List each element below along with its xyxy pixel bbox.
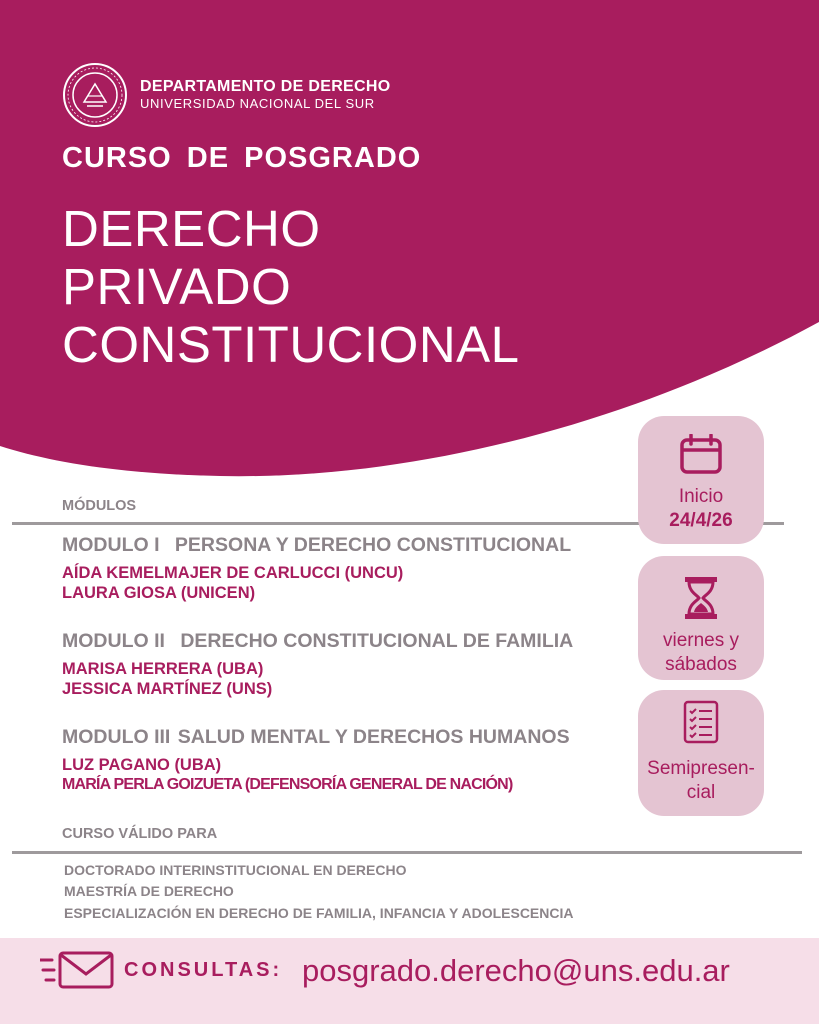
- envelope-icon: [40, 950, 116, 990]
- module-3: [62, 726, 570, 795]
- valid-divider: [12, 851, 802, 854]
- module-title: [62, 726, 570, 749]
- calendar-icon: [679, 434, 723, 474]
- schedule-line: sábados: [665, 654, 737, 675]
- university-name: UNIVERSIDAD NACIONAL DEL SUR: [140, 96, 375, 111]
- course-title-line: DERECHO: [62, 200, 321, 257]
- professor: AÍDA KEMELMAJER DE CARLUCCI (UNCU): [62, 564, 404, 582]
- professor: LAURA GIOSA (UNICEN): [62, 584, 256, 602]
- module-number: MODULO III: [62, 726, 171, 748]
- start-label: Inicio: [678, 486, 724, 507]
- valid-program: MAESTRÍA DE DERECHO: [64, 883, 234, 899]
- hourglass-icon: [683, 576, 719, 620]
- module-title: [62, 630, 573, 653]
- professor: MARÍA PERLA GOIZUETA (DEFENSORÍA GENERAL DE NACIÓN): [62, 776, 513, 793]
- module-number: MODULO II: [62, 630, 165, 652]
- module-2: [62, 630, 573, 699]
- professor: JESSICA MARTÍNEZ (UNS): [62, 680, 273, 698]
- modality-line: Semipresen-: [647, 758, 755, 779]
- module-name: DERECHO CONSTITUCIONAL DE FAMILIA: [180, 630, 574, 652]
- modality-line: cial: [686, 782, 716, 803]
- start-date: 24/4/26: [669, 510, 733, 531]
- valid-for-label: CURSO VÁLIDO PARA: [62, 826, 218, 842]
- contact-label: CONSULTAS:: [124, 959, 283, 981]
- module-name: PERSONA Y DERECHO CONSTITUCIONAL: [174, 534, 572, 556]
- course-title-line: PRIVADO: [62, 258, 292, 315]
- module-1: [62, 534, 571, 603]
- valid-program: DOCTORADO INTERINSTITUCIONAL EN DERECHO: [64, 862, 407, 878]
- university-seal-icon: [62, 62, 128, 128]
- course-title: [62, 200, 520, 374]
- professor: LUZ PAGANO (UBA): [62, 756, 222, 774]
- contact-email-link[interactable]: posgrado.derecho@uns.edu.ar: [302, 953, 730, 988]
- module-number: MODULO I: [62, 534, 160, 556]
- course-type: CURSO DE POSGRADO: [62, 142, 422, 174]
- modality-box: [638, 690, 764, 816]
- modules-label: MÓDULOS: [62, 498, 137, 514]
- checklist-icon: [683, 700, 719, 744]
- start-date-box: [638, 416, 764, 544]
- schedule-line: viernes y: [662, 630, 740, 651]
- department-name: DEPARTAMENTO DE DERECHO: [140, 78, 391, 95]
- valid-program: ESPECIALIZACIÓN EN DERECHO DE FAMILIA, INFANCIA Y ADOLESCENCIA: [64, 905, 574, 921]
- schedule-box: [638, 556, 764, 680]
- professor: MARISA HERRERA (UBA): [62, 660, 264, 678]
- module-title: [62, 534, 571, 557]
- module-name: SALUD MENTAL Y DERECHOS HUMANOS: [177, 726, 570, 748]
- course-title-line: CONSTITUCIONAL: [62, 316, 520, 373]
